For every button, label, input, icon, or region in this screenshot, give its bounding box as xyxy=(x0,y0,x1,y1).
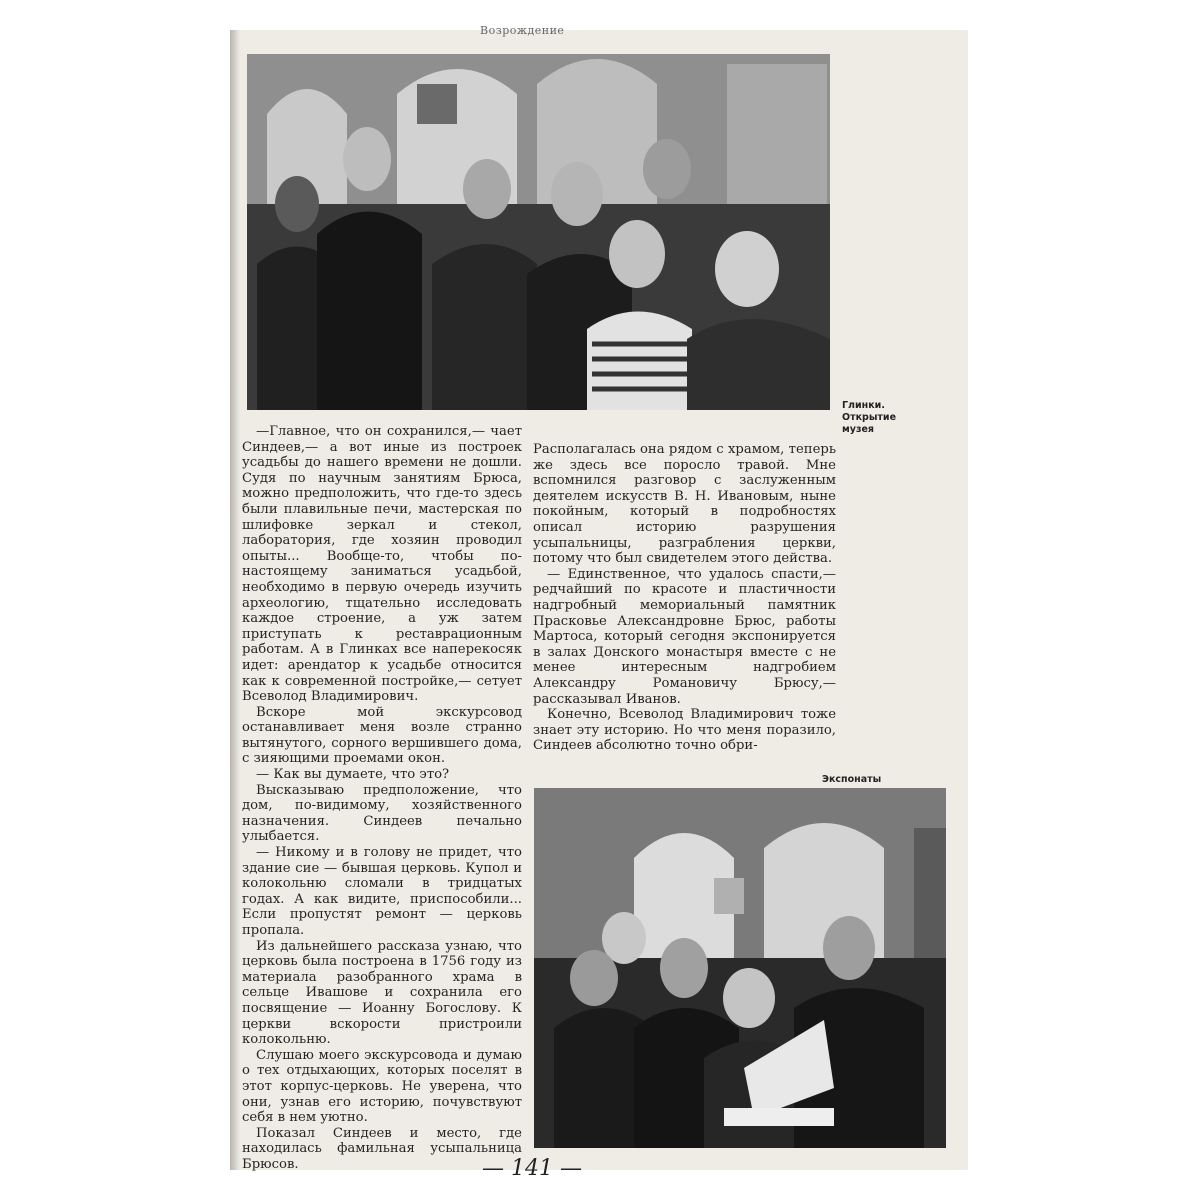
photo-exhibits-image xyxy=(534,788,946,1148)
paragraph: — Никому и в голову не придет, что здание сие — бывшая церковь. Купол и колокольню сломали в тридцатых годах. А как видите, приспособили... Если пропустят ремонт — церковь пропала. xyxy=(242,845,522,938)
running-head: Возрождение xyxy=(480,24,565,37)
page-number: — 141 — xyxy=(482,1156,582,1181)
paragraph: Из дальнейшего рассказа узнаю, что церковь была построена в 1756 году из материала разобранного храма в сельце Ивашове и сохранила его посвящение — Иоанну Богослову. К церкви вскорости пристроили колокольню. xyxy=(242,938,522,1048)
paragraph: — Единственное, что удалось спасти,— редчайший по красоте и пластичности надгробный мемориальный памятник Прасковье Александровне Брюс, работы Мартоса, который сегодня экспонируется в залах Донского монастыря вместе с не менее интересным надгробием Александру Романовичу Брюсу,— рассказывал Иванов. xyxy=(533,566,836,707)
paragraph: Слушаю моего экскурсовода и думаю о тех отдыхающих, которых поселят в этот корпус-церковь. Не уверена, что они, узнав его историю, почувствуют себя в нем уютно. xyxy=(242,1047,522,1126)
paragraph: Располагалась она рядом с храмом, теперь же здесь все поросло травой. Мне вспомнился разговор с заслуженным деятелем искусств В. Н. Ивановым, ныне покойным, который в подробностях описал историю разрушения усыпальницы, разграбления церкви, потому что был свидетелем этого действа. xyxy=(533,442,836,567)
paragraph: Высказываю предположение, что дом, по-видимому, хозяйственного назначения. Синдеев печально улыбается. xyxy=(242,782,522,845)
photo-exhibits xyxy=(534,788,946,1148)
paragraph: Вскоре мой экскурсовод останавливает меня возле странно вытянутого, сорного вершившего дома, с зияющими проемами окон. xyxy=(242,704,522,767)
page-gutter-shadow xyxy=(230,30,240,1170)
photo-caption-top xyxy=(842,400,952,436)
paragraph: — Как вы думаете, что это? xyxy=(256,767,450,783)
paragraph: Показал Синдеев и место, где находилась фамильная усыпальница Брюсов. xyxy=(242,1125,522,1172)
caption-line: Глинки. xyxy=(842,400,885,411)
paragraph: Конечно, Всеволод Владимирович тоже знает эту историю. Но что меня поразило, Синдеев абсолютно точно обри- xyxy=(533,707,836,754)
caption-line: музея xyxy=(842,424,875,435)
photo-museum-opening-image xyxy=(247,54,830,410)
text-column-right xyxy=(533,442,836,754)
caption-line: Открытие xyxy=(842,412,897,423)
caption-line: Экспонаты xyxy=(822,774,882,785)
photo-museum-opening xyxy=(247,54,830,410)
text-column-left xyxy=(242,424,522,1173)
book-page xyxy=(230,24,968,1181)
paragraph: —Главное, что он сохранился,— чает Синдеев,— а вот иные из построек усадьбы до нашего времени не дошли. Судя по научным занятиям Брюса, можно предположить, что где-то здесь были плавильные печи, мастерская по шлифовке зеркал и стекол, лаборатория, где хозяин проводил опыты... Вообще-то, чтобы по-настоящему заниматься усадьбой, необходимо в первую очередь изучить археологию, тщательно исследовать каждое строение, а уж затем приступать к реставрационным работам. А в Глинках все наперекосяк идет: арендатор к усадьбе относится как к современной постройке,— сетует Всеволод Владимирович. xyxy=(242,424,522,705)
